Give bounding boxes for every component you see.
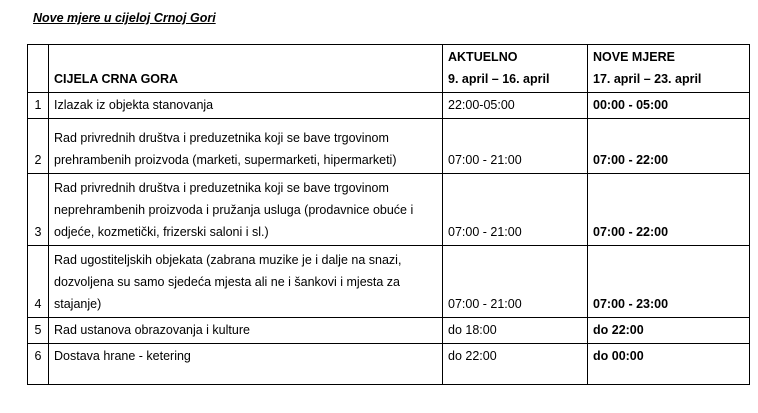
header-region-cell: [49, 45, 443, 93]
row-description: [49, 344, 443, 385]
row-current-value: do 22:00: [443, 344, 588, 385]
description-line: Izlazak iz objekta stanovanja: [54, 98, 214, 112]
row-new-value: 07:00 - 22:00: [588, 119, 750, 174]
row-description: [49, 93, 443, 119]
description-line: Rad ugostiteljskih objekata (zabrana muzike je i dalje na snazi,: [54, 253, 402, 267]
row-description: [49, 174, 443, 246]
table-header-row: [28, 45, 750, 93]
document-title: Nove mjere u cijeloj Crnoj Gori: [33, 11, 216, 25]
description-line: neprehrambenih proizvoda i pružanja usluga (prodavnice obuće i: [54, 203, 414, 217]
row-new-value: 00:00 - 05:00: [588, 93, 750, 119]
row-number: 6: [28, 344, 49, 385]
row-current-value: 22:00-05:00: [443, 93, 588, 119]
table-row: [28, 318, 750, 344]
row-description: [49, 119, 443, 174]
description-line: Rad privrednih društva i preduzetnika koji se bave trgovinom: [54, 181, 389, 195]
description-line: Rad ustanova obrazovanja i kulture: [54, 323, 250, 337]
description-line: prehrambenih proizvoda (marketi, supermarketi, hipermarketi): [54, 153, 397, 167]
table-row: [28, 119, 750, 174]
description-line: odjeće, kozmetički, frizerski saloni i sl.): [54, 225, 269, 239]
description-line: dozvoljena su samo sjedeća mjesta ali ne i šankovi i mjesta za: [54, 275, 401, 289]
header-number-cell: [28, 45, 49, 93]
description-line: Rad privrednih društva i preduzetnika koji se bave trgovinom: [54, 131, 389, 145]
row-new-value: do 00:00: [588, 344, 750, 385]
row-number: 2: [28, 119, 49, 174]
header-region-label: CIJELA CRNA GORA: [54, 72, 179, 86]
measures-table: [27, 44, 750, 385]
row-number: 5: [28, 318, 49, 344]
row-number: 3: [28, 174, 49, 246]
description-line: Dostava hrane - ketering: [54, 349, 191, 363]
row-new-value: 07:00 - 22:00: [588, 174, 750, 246]
description-line: stajanje): [54, 297, 102, 311]
table-row: [28, 93, 750, 119]
row-current-value: 07:00 - 21:00: [443, 174, 588, 246]
header-new-period: 17. april – 23. april: [593, 72, 702, 86]
row-description: [49, 246, 443, 318]
row-current-value: 07:00 - 21:00: [443, 119, 588, 174]
header-current-period: 9. april – 16. april: [448, 72, 550, 86]
header-new-cell: [588, 45, 750, 93]
row-description: [49, 318, 443, 344]
table-row: [28, 246, 750, 318]
row-current-value: 07:00 - 21:00: [443, 246, 588, 318]
row-current-value: do 18:00: [443, 318, 588, 344]
row-number: 4: [28, 246, 49, 318]
header-current-cell: [443, 45, 588, 93]
row-new-value: 07:00 - 23:00: [588, 246, 750, 318]
header-new-label: NOVE MJERE: [593, 50, 675, 64]
row-number: 1: [28, 93, 49, 119]
table-row: [28, 344, 750, 385]
header-current-label: AKTUELNO: [448, 50, 518, 64]
table-row: [28, 174, 750, 246]
row-new-value: do 22:00: [588, 318, 750, 344]
